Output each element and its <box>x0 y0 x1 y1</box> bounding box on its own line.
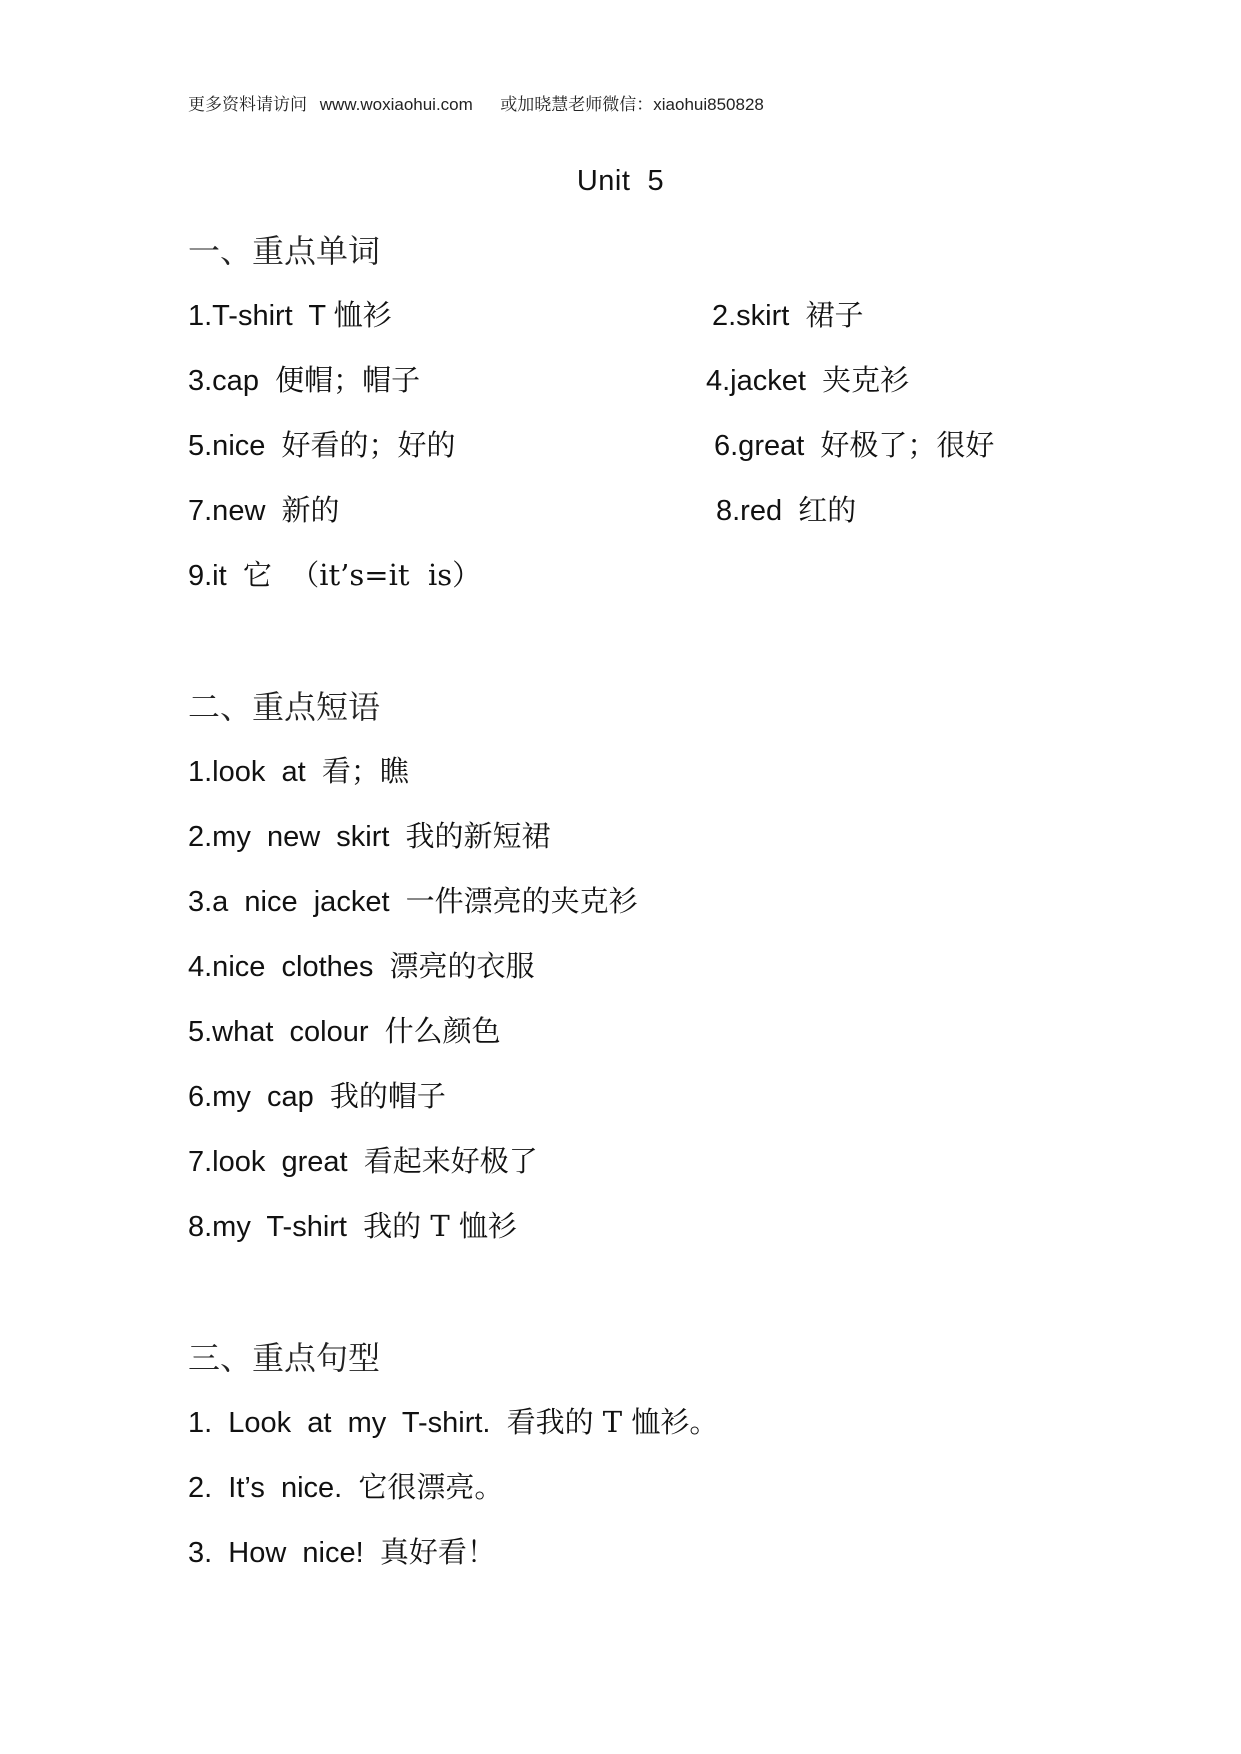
phrase-item-3 <box>188 879 638 920</box>
word-cn: 红的 <box>798 493 857 527</box>
phrase-en: 4.nice clothes <box>188 951 390 983</box>
phrase-cn: 漂亮的衣服 <box>389 949 535 983</box>
phrase-cn: 看起来好极了 <box>363 1144 538 1178</box>
sentence-item-2 <box>188 1465 503 1506</box>
sentence-en: 3. How nice! <box>188 1537 380 1569</box>
phrase-cn: 一件漂亮的夹克衫 <box>405 884 638 918</box>
phrase-en: 8.my T-shirt <box>188 1211 364 1243</box>
word-item-4 <box>706 358 909 399</box>
word-item-8 <box>716 488 856 529</box>
section-title-sentences: 三、重点句型 <box>188 1339 381 1377</box>
word-item-2 <box>712 293 863 334</box>
sentence-cn: 看我的 T 恤衫。 <box>506 1405 719 1439</box>
word-item-6 <box>714 423 994 464</box>
sentence-en: 2. It’s nice. <box>188 1472 359 1504</box>
word-en: 7.new <box>188 495 282 527</box>
word-cn: 好看的；好的 <box>281 428 456 462</box>
phrase-en: 5.what colour <box>188 1016 385 1048</box>
phrase-item-5 <box>188 1009 501 1050</box>
word-item-1 <box>188 293 392 334</box>
phrase-cn: 我的 T 恤衫 <box>363 1209 517 1243</box>
word-en: 1.T-shirt T <box>188 300 334 332</box>
header-prefix: 更多资料请访问 <box>188 95 307 114</box>
word-item-9 <box>188 553 481 594</box>
phrase-item-8 <box>188 1204 517 1245</box>
word-item-5 <box>188 423 456 464</box>
section-title-words: 一、重点单词 <box>188 232 381 270</box>
phrase-cn: 什么颜色 <box>384 1014 501 1048</box>
sentence-item-1 <box>188 1400 718 1441</box>
word-en: 9.it <box>188 560 243 592</box>
header-wechat: 或加晓慧老师微信：xiaohui850828 <box>500 95 764 114</box>
page-title: Unit 5 <box>576 165 665 197</box>
sentence-cn: 真好看！ <box>379 1535 496 1569</box>
word-en: 6.great <box>714 430 821 462</box>
sentence-item-3 <box>188 1530 496 1571</box>
phrase-cn: 看；瞧 <box>321 754 409 788</box>
word-en: 2.skirt <box>712 300 806 332</box>
phrase-item-7 <box>188 1139 538 1180</box>
sentence-cn: 它很漂亮。 <box>358 1470 504 1504</box>
word-cn: 夹克衫 <box>822 363 910 397</box>
phrase-item-4 <box>188 944 535 985</box>
word-cn: 新的 <box>281 493 340 527</box>
word-en: 5.nice <box>188 430 282 462</box>
phrase-item-1 <box>188 749 409 790</box>
phrase-item-2 <box>188 814 551 855</box>
word-item-3 <box>188 358 420 399</box>
word-en: 8.red <box>716 495 799 527</box>
phrase-item-6 <box>188 1074 446 1115</box>
phrase-en: 7.look great <box>188 1146 364 1178</box>
phrase-en: 1.look at <box>188 756 322 788</box>
word-cn: 便帽；帽子 <box>275 363 421 397</box>
phrase-en: 3.a nice jacket <box>188 886 406 918</box>
page-header <box>188 90 764 115</box>
word-en: 4.jacket <box>706 365 823 397</box>
word-cn: 它 （it’s=it is） <box>242 558 482 592</box>
word-cn: 裙子 <box>805 298 864 332</box>
phrase-en: 6.my cap <box>188 1081 330 1113</box>
word-cn: 恤衫 <box>333 298 392 332</box>
sentence-en: 1. Look at my T-shirt. <box>188 1407 507 1439</box>
word-cn: 好极了；很好 <box>820 428 995 462</box>
phrase-en: 2.my new skirt <box>188 821 406 853</box>
section-title-phrases: 二、重点短语 <box>188 688 381 726</box>
phrase-cn: 我的帽子 <box>329 1079 446 1113</box>
word-en: 3.cap <box>188 365 276 397</box>
phrase-cn: 我的新短裙 <box>405 819 551 853</box>
word-item-7 <box>188 488 340 529</box>
header-url: www.woxiaohui.com <box>319 95 473 114</box>
